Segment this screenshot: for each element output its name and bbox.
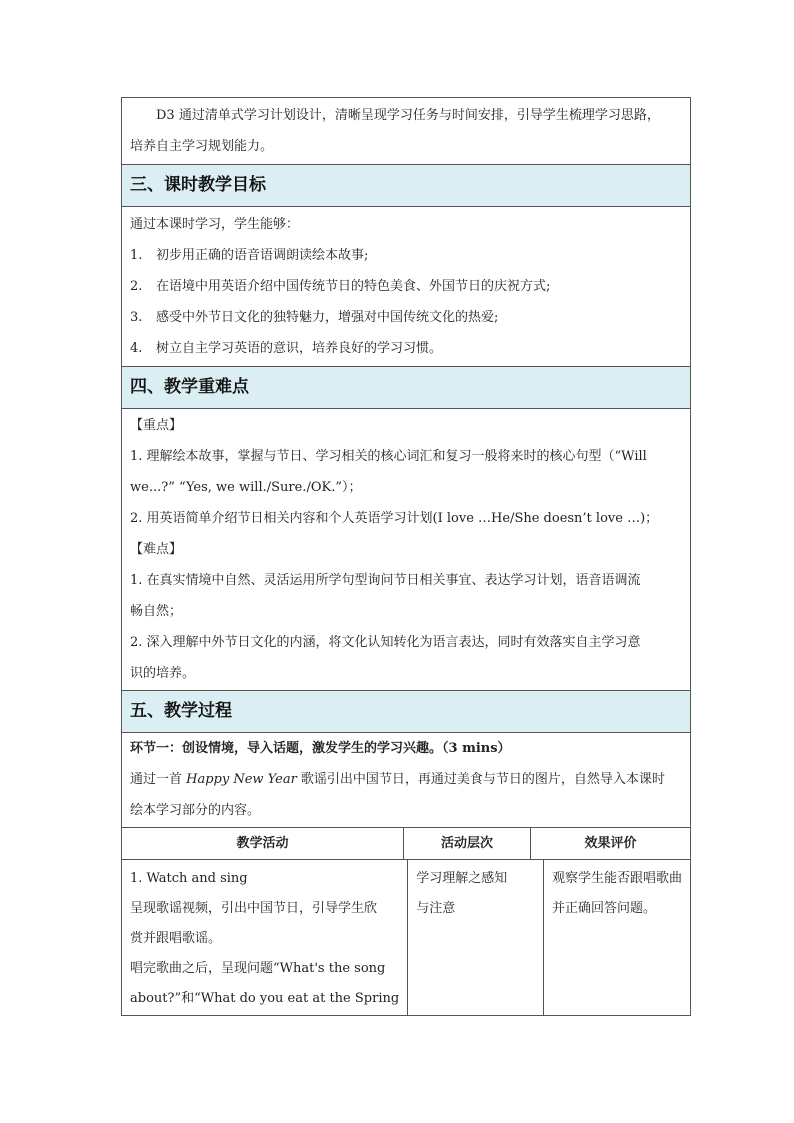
- key-line: 1. 理解绘本故事，掌握与节日、学习相关的核心词汇和复习一般将来时的核心句型（“Will: [130, 449, 647, 464]
- objective-item: 2. 在语境中用英语介绍中国传统节日的特色美食、外国节日的庆祝方式;: [130, 279, 551, 294]
- section-heading-key-points: 四、教学重难点: [122, 367, 690, 409]
- d3-line-1: D3 通过清单式学习计划设计，清晰呈现学习任务与时间安排，引导学生梳理学习思路，: [156, 108, 660, 123]
- d3-note: [122, 98, 690, 165]
- activity-line: 唱完歌曲之后，呈现问题“What's the song: [130, 961, 386, 976]
- evaluation-line: 观察学生能否跟唱歌曲: [551, 871, 682, 886]
- header-level: 活动层次: [404, 828, 531, 859]
- evaluation-line: 并正确回答问题。: [551, 901, 656, 916]
- difficulty-line: 1. 在真实情境中自然、灵活运用所学句型询问节日相关事宜、表达学习计划，语音语调流: [130, 573, 641, 588]
- d3-line-2: 培养自主学习规划能力。: [130, 139, 274, 154]
- section-heading-process: 五、教学过程: [122, 691, 690, 733]
- difficulty-line: 2. 深入理解中外节日文化的内涵，将文化认知转化为语言表达，同时有效落实自主学习意: [130, 635, 641, 650]
- objectives-intro: 通过本课时学习，学生能够：: [130, 217, 300, 232]
- header-evaluation: 效果评价: [584, 836, 637, 851]
- key-points-block: [122, 409, 690, 691]
- difficulty-line: 畅自然；: [130, 604, 183, 619]
- step1-desc-line-1: 通过一首 Happy New Year 歌谣引出中国节日，再通过美食与节日的图片，自然导入本课时: [130, 772, 665, 787]
- difficulty-line: 识的培养。: [130, 666, 196, 681]
- activity-line: 赏并跟唱歌谣。: [130, 931, 222, 946]
- activity-line: 呈现歌谣视频，引出中国节日，引导学生欣: [130, 901, 378, 916]
- step1-block: [122, 733, 690, 828]
- difficulty-label: 【难点】: [130, 542, 183, 557]
- level-line: 学习理解之感知: [416, 871, 508, 886]
- step1-title: 环节一：创设情境，导入话题，激发学生的学习兴趣。（3 mins）: [130, 741, 511, 756]
- activity-line: 1. Watch and sing: [130, 871, 248, 886]
- activity-table-header: [122, 828, 690, 860]
- key-line: 2. 用英语简单介绍节日相关内容和个人英语学习计划(I love …He/She doesn’t love …)；: [130, 511, 659, 526]
- activity-line: about?”和“What do you eat at the Spring: [130, 991, 400, 1006]
- level-line: 与注意: [416, 901, 456, 916]
- section-heading-objectives: 三、课时教学目标: [122, 165, 690, 207]
- lesson-plan-document: [121, 97, 691, 1016]
- header-activity: 教学活动: [122, 828, 404, 859]
- objective-item: 3. 感受中外节日文化的独特魅力，增强对中国传统文化的热爱;: [130, 310, 499, 325]
- evaluation-cell: [544, 860, 690, 1015]
- objective-item: 4. 树立自主学习英语的意识，培养良好的学习习惯。: [130, 341, 443, 356]
- key-line: we...?” “Yes, we will./Sure./OK.”）；: [130, 480, 362, 495]
- step1-desc-line-2: 绘本学习部分的内容。: [130, 803, 261, 818]
- objectives-block: [122, 207, 690, 367]
- key-label: 【重点】: [130, 418, 183, 433]
- activity-table-row: [122, 860, 690, 1016]
- song-title: Happy New Year: [186, 772, 297, 787]
- activity-cell: [122, 860, 408, 1015]
- objective-item: 1. 初步用正确的语音语调朗读绘本故事;: [130, 248, 369, 263]
- level-cell: [408, 860, 544, 1015]
